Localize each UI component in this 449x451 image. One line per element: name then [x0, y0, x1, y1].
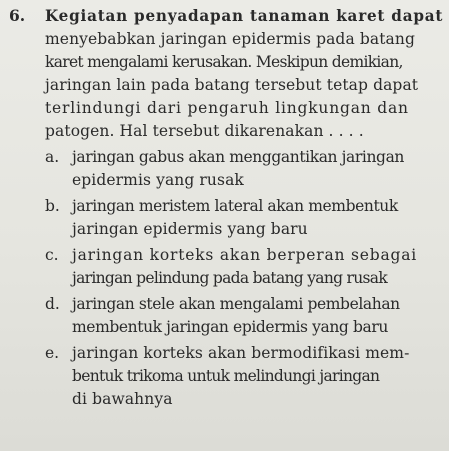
- option-a-line-1[interactable]: jaringan gabus akan menggantikan jaringan: [72, 148, 404, 166]
- option-c-line-1[interactable]: jaringan korteks akan berperan sebagai: [72, 246, 418, 264]
- question-line-2: menyebabkan jaringan epidermis pada batang: [45, 30, 415, 48]
- question-line-4: jaringan lain pada batang tersebut tetap dapat: [45, 76, 419, 94]
- question-number: 6.: [9, 6, 26, 25]
- option-c-letter[interactable]: c.: [45, 246, 59, 264]
- option-e-line-1[interactable]: jaringan korteks akan bermodifikasi mem-: [72, 344, 410, 362]
- question-line-5: terlindungi dari pengaruh lingkungan dan: [45, 99, 409, 117]
- question-line-3: karet mengalami kerusakan. Meskipun demikian,: [45, 53, 403, 71]
- option-d-letter[interactable]: d.: [45, 295, 60, 313]
- question-line-6: patogen. Hal tersebut dikarenakan . . . .: [45, 122, 364, 140]
- option-e-line-3[interactable]: di bawahnya: [72, 390, 173, 408]
- option-b-line-1[interactable]: jaringan meristem lateral akan membentuk: [72, 197, 398, 215]
- option-b-line-2[interactable]: jaringan epidermis yang baru: [72, 220, 308, 238]
- option-e-letter[interactable]: e.: [45, 344, 60, 362]
- option-b-letter[interactable]: b.: [45, 197, 60, 215]
- option-d-line-1[interactable]: jaringan stele akan mengalami pembelahan: [72, 295, 400, 313]
- option-a-letter[interactable]: a.: [45, 148, 60, 166]
- option-e-line-2[interactable]: bentuk trikoma untuk melindungi jaringan: [72, 367, 380, 385]
- option-d-line-2[interactable]: membentuk jaringan epidermis yang baru: [72, 318, 388, 336]
- option-c-line-2[interactable]: jaringan pelindung pada batang yang rusak: [72, 269, 388, 287]
- option-a-line-2[interactable]: epidermis yang rusak: [72, 171, 244, 189]
- question-line-1: Kegiatan penyadapan tanaman karet dapat: [45, 6, 444, 25]
